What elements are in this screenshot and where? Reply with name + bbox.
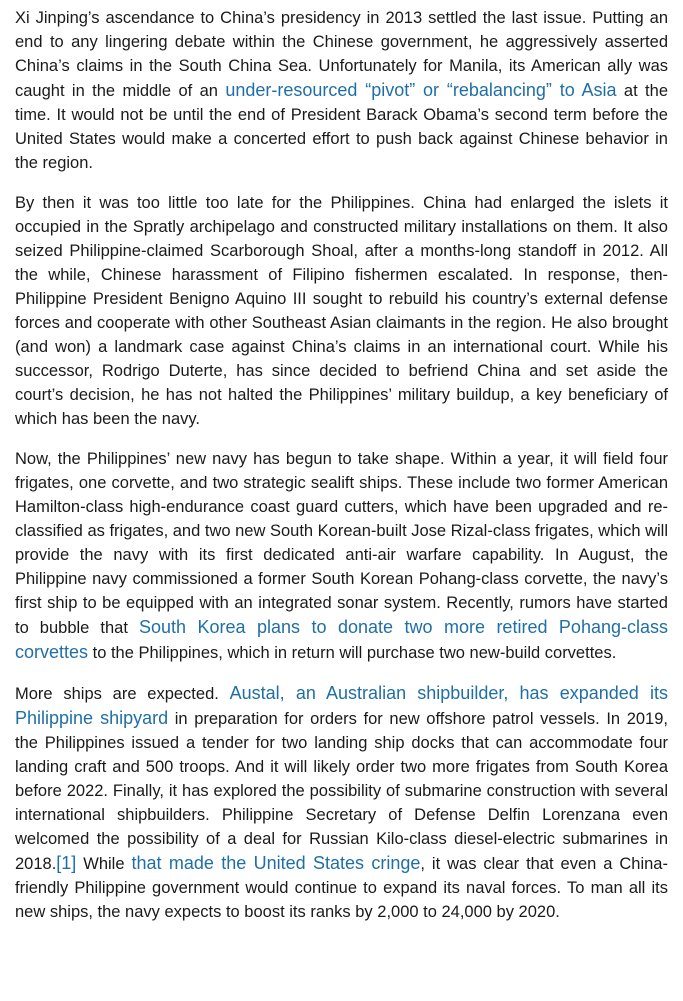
paragraph-text: More ships are expected. <box>15 685 230 703</box>
link-pivot-rebalancing-asia[interactable]: under-resourced “pivot” or “rebalancing” to Asia <box>225 80 617 100</box>
paragraph-text: While <box>76 855 132 873</box>
paragraph-4 <box>15 681 668 924</box>
paragraph-3 <box>15 447 668 665</box>
footnote-link-1[interactable]: [1] <box>56 853 77 873</box>
paragraph-text: to the Philippines, which in return will purchase two new-build corvettes. <box>88 644 617 662</box>
link-austal-shipyard[interactable]: Austal, an Australian shipbuilder, has expanded its Philippine shipyard <box>15 683 668 728</box>
paragraph-text: Xi Jinping’s ascendance to China’s presidency in 2013 settled the last issue. Putting an end to any lingering debate within the Chinese government, he aggressively asserted China’s claims in the South China Sea. Unfortunately for Manila, its American ally was caught in the middle of an <box>15 9 668 100</box>
paragraph-2 <box>15 191 668 431</box>
link-south-korea-pohang-corvettes[interactable]: South Korea plans to donate two more retired Pohang-class corvettes <box>15 617 668 662</box>
paragraph-text: in preparation for orders for new offshore patrol vessels. In 2019, the Philippines issued a tender for two landing ship docks that can accommodate four landing craft and 500 troops. And it will likely order two more frigates from South Korea before 2022. Finally, it has explored the possibility of submarine construction with several international shipbuilders. Philippine Secretary of Defense Delfin Lorenzana even welcomed the possibility of a deal for Russian Kilo-class diesel-electric submarines in 2018. <box>15 710 668 873</box>
link-united-states-cringe[interactable]: that made the United States cringe <box>131 853 421 873</box>
paragraph-text: By then it was too little too late for the Philippines. China had enlarged the islets it occupied in the Spratly archipelago and constructed military installations on them. It also seized Philippine-claimed Scarborough Shoal, after a months-long standoff in 2012. All the while, Chinese harassment of Filipino fishermen escalated. In response, then-Philippine President Benigno Aquino III sought to rebuild his country’s external defense forces and cooperate with other Southeast Asian claimants in the region. He also brought (and won) a landmark case against China’s claims in an international court. While his successor, Rodrigo Duterte, has since decided to befriend China and set aside the court’s decision, he has not halted the Philippines’ military buildup, a key beneficiary of which has been the navy. <box>15 194 668 428</box>
paragraph-text: at the time. It would not be until the end of President Barack Obama’s second term before the United States would make a concerted effort to push back against Chinese behavior in the region. <box>15 82 668 172</box>
paragraph-text: Now, the Philippines’ new navy has begun to take shape. Within a year, it will field four frigates, one corvette, and two strategic sealift ships. These include two former American Hamilton-class high-endurance coast guard cutters, which have been upgraded and re-classified as frigates, and two new South Korean-built Jose Rizal-class frigates, which will provide the navy with its first dedicated anti-air warfare capability. In August, the Philippine navy commissioned a former South Korean Pohang-class corvette, the navy’s first ship to be equipped with an integrated sonar system. Recently, rumors have started to bubble that <box>15 450 668 637</box>
paragraph-1 <box>15 6 668 175</box>
paragraph-text: , it was clear that even a China-friendly Philippine government would continue to expand its naval forces. To man all its new ships, the navy expects to boost its ranks by 2,000 to 24,000 by 2020. <box>15 855 668 921</box>
